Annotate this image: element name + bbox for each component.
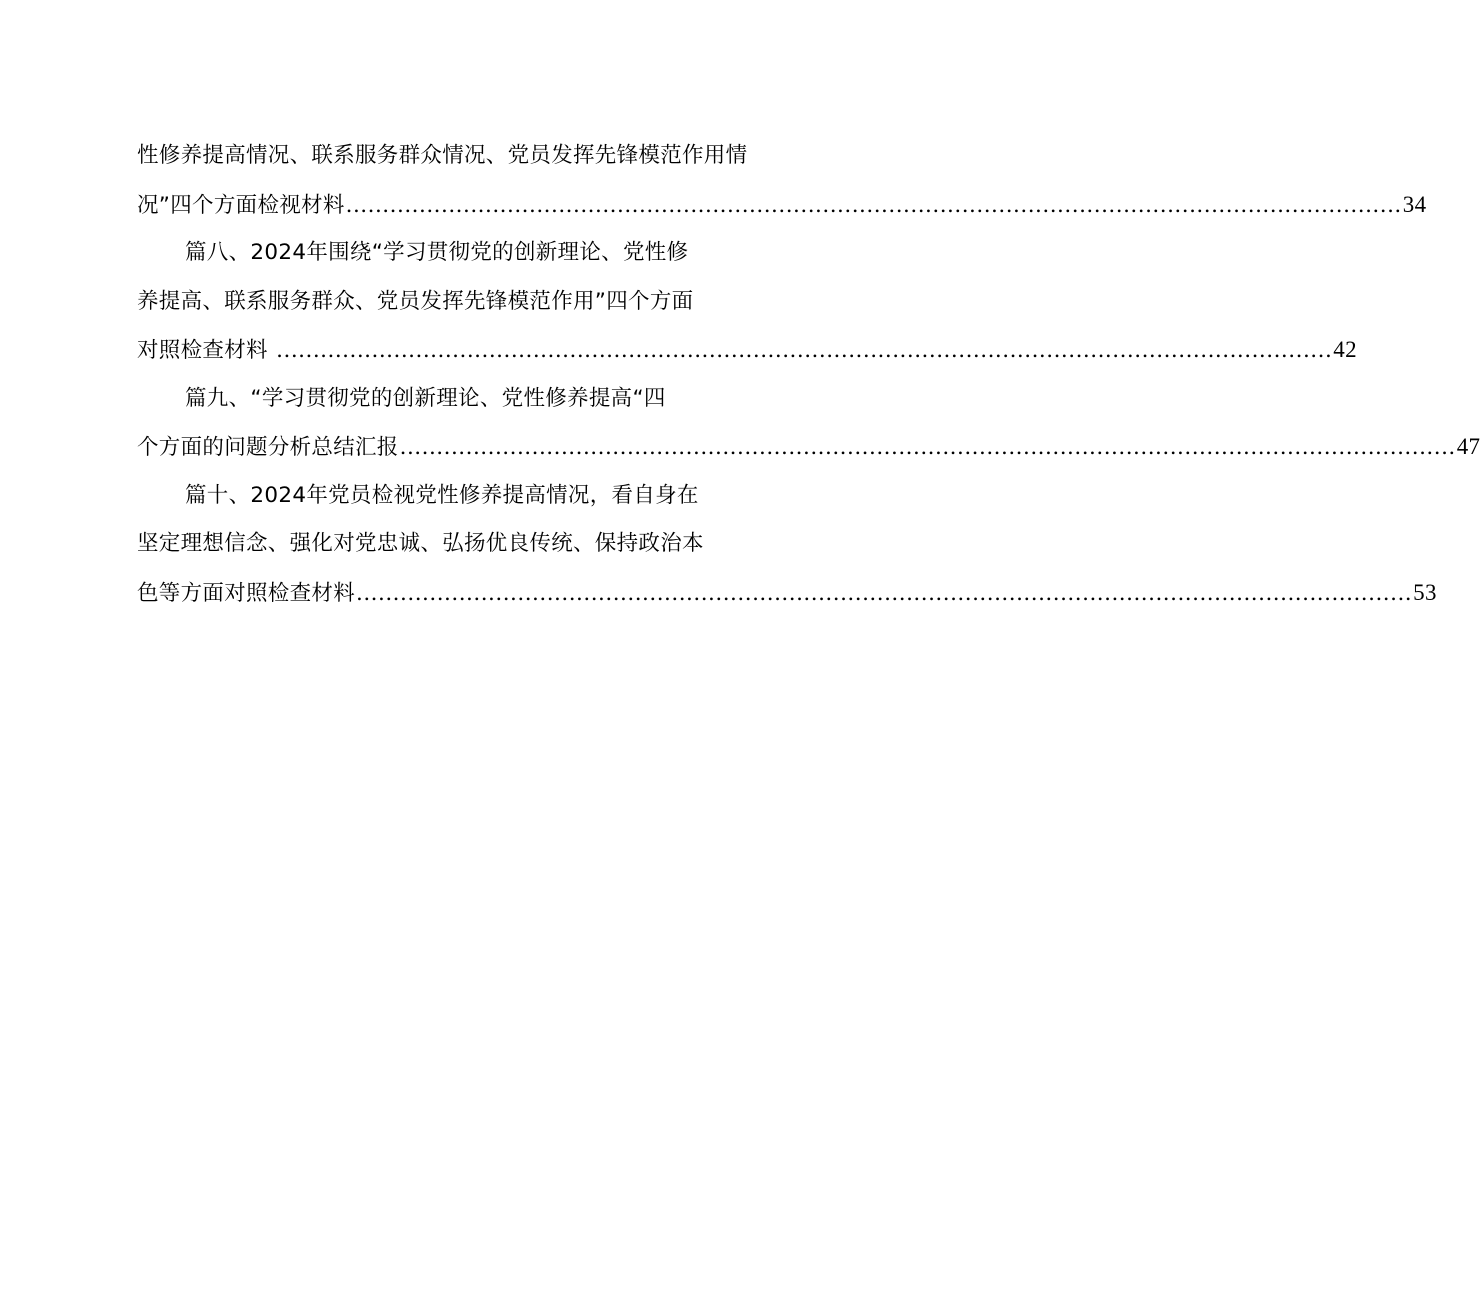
toc-entry-10-line-1 <box>137 472 782 521</box>
toc-entry-10-text-1: 篇十、2024年党员检视党性修养提高情况，看自身在 <box>185 482 699 508</box>
toc-entry-9-text-1: 篇九、“学习贯彻党的创新理论、党性修养提高“四 <box>185 385 666 411</box>
toc-entry-8-text-2: 养提高、联系服务群众、党员发挥先锋模范作用”四个方面 <box>137 288 694 314</box>
toc-entry-8-line-2 <box>137 278 782 327</box>
toc-entry-9-line-1 <box>137 375 782 424</box>
toc-entry-7-text-2: 况”四个方面检视材料 <box>137 192 345 218</box>
toc-entry-10-line-2 <box>137 520 782 569</box>
toc-leader-dots: ................................................................................................................................................ <box>356 580 1413 606</box>
toc-entry-8-text-1: 篇八、2024年围绕“学习贯彻党的创新理论、党性修 <box>185 240 689 265</box>
toc-entry-9-line-2[interactable] <box>137 423 1480 472</box>
toc-entry-7-line-2[interactable] <box>137 181 1427 230</box>
toc-entry-8-text-3: 对照检查材料 <box>137 338 268 363</box>
toc-entry-7-text-1: 性修养提高情况、联系服务群众情况、党员发挥先锋模范作用情 <box>137 143 748 168</box>
toc-leader-dots: ................................................................................................................................................ <box>399 435 1456 460</box>
toc-entry-10-text-2: 坚定理想信念、强化对党忠诚、弘扬优良传统、保持政治本 <box>137 531 704 556</box>
toc-entry-10-line-3[interactable] <box>137 569 1437 618</box>
toc-entry-8-page-number: 42 <box>1333 337 1357 362</box>
toc-entry-9-page-number: 47 <box>1456 434 1480 459</box>
toc-entry-7-page-number: 34 <box>1402 191 1427 217</box>
toc-entry-7-line-1 <box>137 132 782 181</box>
toc-entry-8-line-3[interactable] <box>137 326 1357 375</box>
toc-entry-10-text-3: 色等方面对照检查材料 <box>137 580 356 606</box>
toc-entry-10-page-number: 53 <box>1413 579 1437 605</box>
toc-leader-dots: ................................................................................................................................................ <box>268 338 1333 363</box>
table-of-contents <box>137 132 1480 617</box>
toc-entry-9-text-2: 个方面的问题分析总结汇报 <box>137 435 399 460</box>
toc-entry-8-line-1 <box>137 229 782 278</box>
toc-leader-dots: ................................................................................................................................................ <box>345 192 1402 218</box>
